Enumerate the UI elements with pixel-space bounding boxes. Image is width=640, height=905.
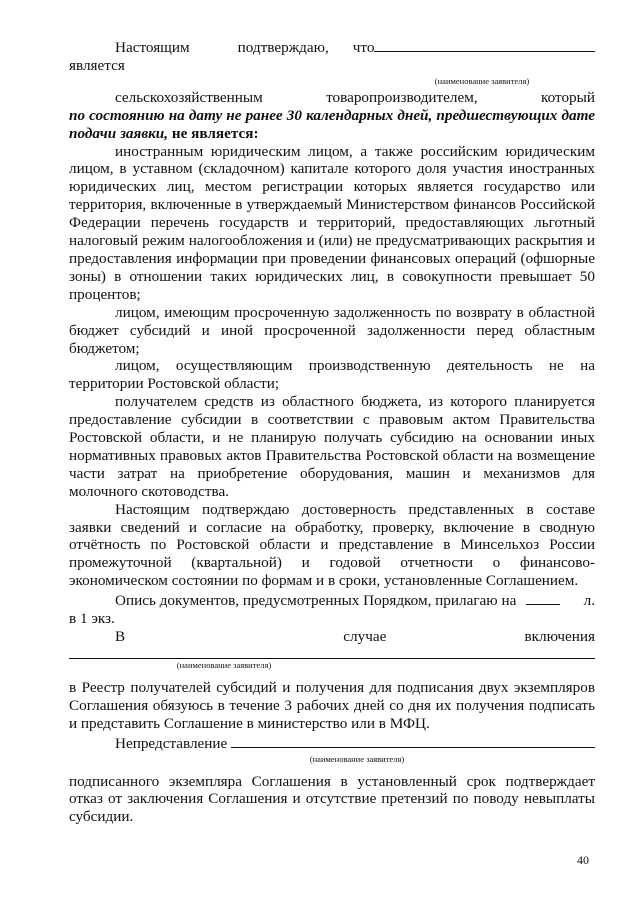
word: деятельность <box>446 357 533 375</box>
para-confirm-accuracy: Настоящим подтверждаю достоверность представленных в составе заявки сведений и согласие на обработку, проверку, включение в сводную отчётность по Ростовской области и представление в Минсельхоз России промежуточной (квартальной) и годовой отчетности о финансово-экономическом состоянии по формам и в сроки, установленные Соглашением. <box>69 500 595 590</box>
inventory-unit: л. <box>583 592 595 610</box>
applicant-caption: (наименование заявителя) <box>309 753 405 764</box>
item-foreign-entity: иностранным юридическим лицом, а также российским юридическим лицом, в уставном (складочном) капитале которого доля участия иностранных юридических лиц, местом регистрации которых является государство или территория, включенные в утверждаемый Министерством финансов Российской Федерации перечень государств и территорий, предоставляющих льготный налоговый режим налогообложения и (или) не предусматривающих раскрытия и предоставления информации при проведении финансовых операций (офшорные зоны) в отношении таких юридических лиц, в совокупности превышает 50 процентов; <box>69 142 595 303</box>
item-overdue-debt: лицом, имеющим просроченную задолженность по возврату в областной бюджет субсидий и иной просроченной задолженности перед областным бюджетом; <box>69 303 595 357</box>
case-line <box>69 628 595 646</box>
inventory-text: Опись документов, предусмотренных Порядком, прилагаю на <box>115 592 517 610</box>
producer-line <box>69 89 595 107</box>
sheets-count-blank <box>526 590 560 605</box>
is-line: является <box>69 56 125 74</box>
word: производственную <box>308 357 431 375</box>
word: случае <box>343 628 387 645</box>
applicant-caption: (наименование заявителя) <box>176 659 272 670</box>
word: В <box>115 628 126 645</box>
applicant-blank-line <box>69 646 595 659</box>
para-registry: в Реестр получателей субсидий и получения для подписания двух экземпляров Соглашения обязуюсь в течение 3 рабочих дней со дня их получения подписать и представить Соглашение в министерство или в МФЦ. <box>69 678 595 732</box>
applicant-caption: (наименование заявителя) <box>434 75 530 86</box>
word: товаропроизводителем, <box>326 88 478 106</box>
inventory-line <box>69 590 595 610</box>
condition-tail: не является: <box>168 124 259 142</box>
item-production-line <box>69 357 595 375</box>
word: не <box>548 357 564 375</box>
non-submission-text: Непредставление <box>115 734 228 752</box>
item-budget-recipient: получателем средств из областного бюджета, из которого планируется предоставление субсидии в соответствии с правовым актом Правительства Ростовской области, и не планирую получать субсидию на основании иных нормативных правовых актов Правительства Ростовской области на возмещение части затрат на приобретение оборудования, машин и механизмов для молочного скотоводства. <box>69 393 595 500</box>
para-refusal: подписанного экземпляра Соглашения в установленный срок подтверждает отказ от заключения Соглашения и отсутствие претензий по поводу невыплаты субсидии. <box>69 772 595 826</box>
word: что <box>352 39 375 56</box>
word: включения <box>524 628 595 645</box>
non-submission-line <box>69 733 595 753</box>
inventory-copies: в 1 экз. <box>69 610 115 628</box>
word: осуществляющим <box>175 357 293 375</box>
item-production-tail: территории Ростовской области; <box>69 375 280 393</box>
page-number: 40 <box>577 853 589 867</box>
word: который <box>541 88 595 106</box>
word: лицом, <box>115 357 160 375</box>
document-page <box>69 37 595 826</box>
word: Настоящим <box>115 39 190 56</box>
applicant-name-blank <box>231 733 595 748</box>
confirm-line <box>69 37 595 57</box>
word: на <box>580 357 595 375</box>
word: сельскохозяйственным <box>115 88 263 106</box>
word: подтверждаю, <box>237 39 329 56</box>
applicant-name-blank <box>374 37 595 52</box>
condition-date: по состоянию на дату не ранее 30 календарных дней, предшествующих дате подачи заявки, <box>69 106 595 142</box>
condition-statement <box>69 107 595 143</box>
